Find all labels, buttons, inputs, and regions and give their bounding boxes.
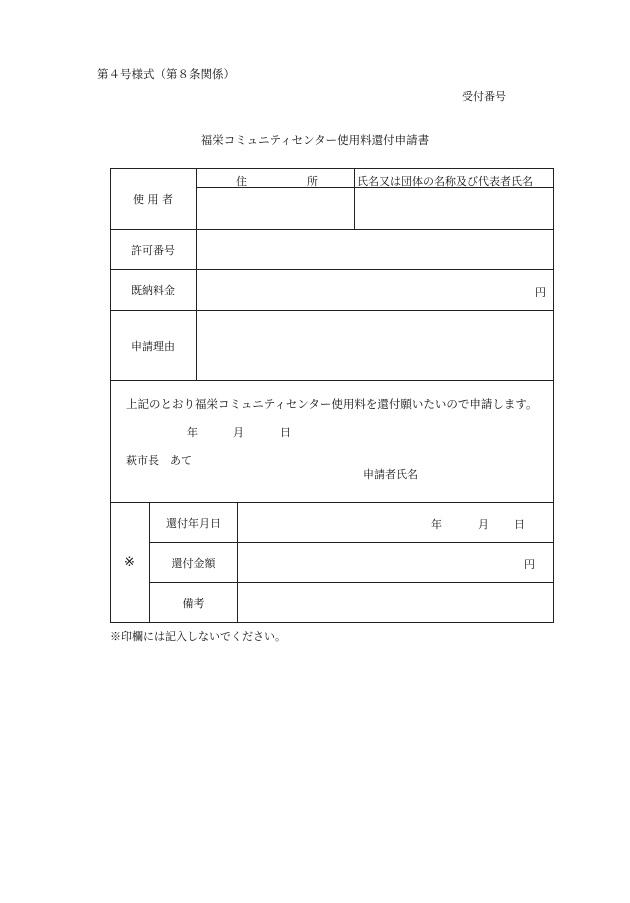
declaration-statement: 上記のとおり福栄コミュニティセンター使用料を還付願いたいので申請します。 [126, 397, 538, 411]
office-label-divider [237, 502, 238, 623]
name-field[interactable] [355, 189, 553, 229]
refund-year-label: 年 [431, 518, 442, 531]
document-title: 福栄コミュニティセンター使用料還付申請書 [200, 133, 430, 147]
paid-fee-label: 既納料金 [131, 284, 175, 297]
declaration-day-label: 日 [280, 426, 291, 439]
remarks-label: 備考 [182, 597, 205, 610]
applicant-name-label: 申請者氏名 [363, 468, 418, 481]
refund-day-label: 日 [514, 518, 525, 531]
reason-label: 申請理由 [131, 340, 175, 353]
declaration-year-label: 年 [187, 426, 198, 439]
paid-fee-unit: 円 [535, 286, 546, 299]
addressee-label: 萩市長 あて [126, 454, 192, 467]
refund-amount-unit: 円 [524, 558, 535, 571]
user-label: 使 用 者 [133, 193, 173, 206]
address-label-first: 住 [236, 175, 247, 188]
paid-fee-field[interactable] [197, 271, 527, 309]
permit-number-field[interactable] [197, 231, 553, 269]
form-style-label: 第４号様式（第８条関係） [97, 67, 235, 81]
permit-number-label: 許可番号 [131, 244, 175, 257]
refund-amount-label: 還付金額 [171, 557, 216, 570]
address-label-second: 所 [307, 175, 318, 188]
reason-field[interactable] [197, 312, 553, 380]
office-use-mark: ※ [124, 555, 135, 570]
receipt-number-label: 受付番号 [462, 90, 506, 103]
name-label: 氏名又は団体の名称及び代表者氏名 [357, 175, 533, 188]
declaration-month-label: 月 [233, 426, 244, 439]
refund-month-label: 月 [478, 518, 489, 531]
refund-date-label: 還付年月日 [166, 516, 221, 530]
footnote: ※印欄には記入しないでください。 [110, 630, 286, 643]
address-field[interactable] [197, 189, 353, 229]
